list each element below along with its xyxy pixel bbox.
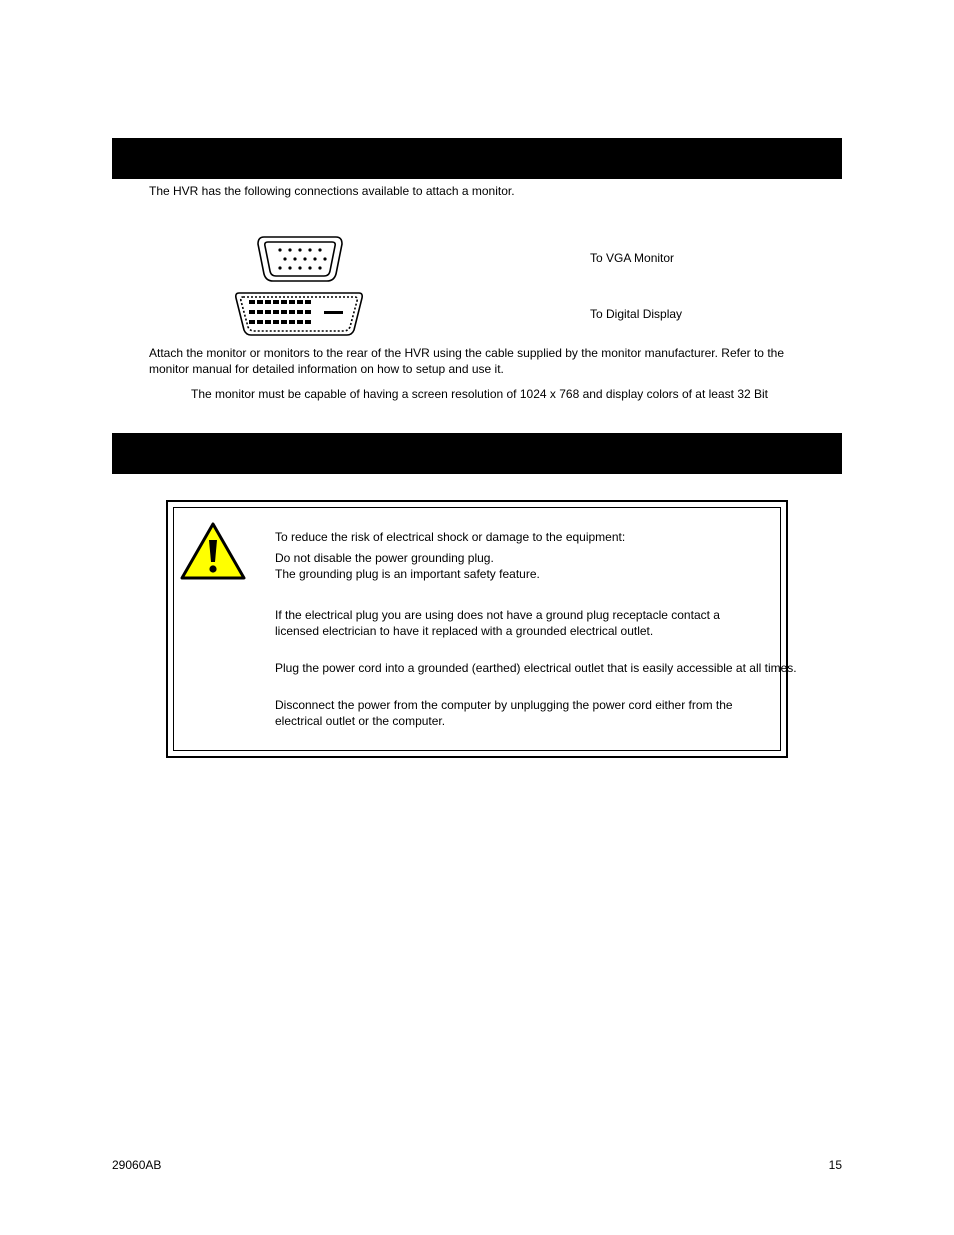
footer-page-number: 15 bbox=[828, 1158, 842, 1172]
warning-para-receptacle: If the electrical plug you are using does not have a ground plug receptacle contact a licensed electrician to have it replaced with a grounded electrical outlet. bbox=[275, 608, 720, 638]
warning-para-disconnect: Disconnect the power from the computer by unplugging the power cord either from the electrical outlet or the computer. bbox=[275, 698, 733, 728]
monitor-instructions-text: Attach the monitor or monitors to the rear of the HVR using the cable supplied by the monitor manufacturer. Refer to the monitor manual for detailed information on how to setup and use it. bbox=[149, 346, 784, 376]
monitor-intro-text: The HVR has the following connections available to attach a monitor. bbox=[149, 184, 515, 198]
section-header-bar-monitor bbox=[112, 138, 842, 179]
dvi-connector-icon bbox=[233, 290, 365, 338]
warning-icon bbox=[179, 521, 247, 581]
footer-doc-number: 29060AB bbox=[112, 1158, 162, 1172]
monitor-resolution-note: The monitor must be capable of having a screen resolution of 1024 x 768 and display colors of at least 32 Bit bbox=[191, 387, 769, 401]
section-header-bar-power bbox=[112, 433, 842, 474]
warning-box bbox=[166, 500, 797, 758]
vga-connector-label: To VGA Monitor bbox=[590, 251, 675, 265]
warning-para-outlet: Plug the power cord into a grounded (earthed) electrical outlet that is easily accessible at all times. bbox=[275, 661, 797, 675]
vga-connector-icon bbox=[256, 236, 344, 284]
warning-line-intro: To reduce the risk of electrical shock or damage to the equipment: bbox=[275, 530, 626, 544]
warning-box-inner bbox=[173, 507, 797, 751]
dvi-connector-label: To Digital Display bbox=[590, 307, 683, 321]
warning-line-grounding-safety: The grounding plug is an important safety feature. bbox=[275, 567, 540, 581]
warning-line-grounding: Do not disable the power grounding plug. bbox=[275, 551, 494, 565]
